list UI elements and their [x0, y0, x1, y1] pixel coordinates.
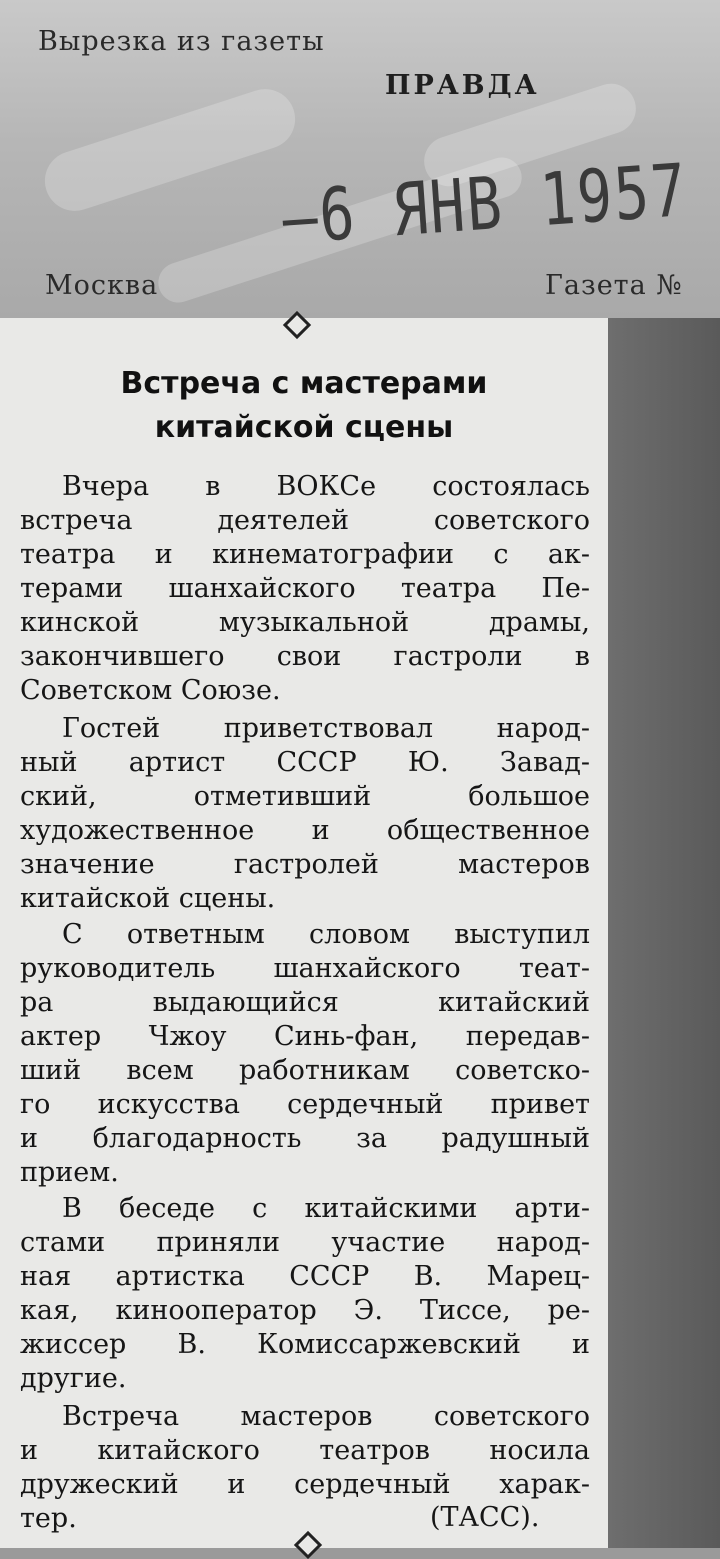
article-text-line: С ответным словом выступил: [62, 919, 590, 950]
article-text-line: Гостей приветствовал народ-: [62, 713, 590, 744]
city-label: Москва: [45, 270, 159, 301]
article-text-line: и благодарность за радушный: [20, 1123, 590, 1154]
article-text-line: прием.: [20, 1157, 119, 1188]
article-text-line: актер Чжоу Синь-фан, передав-: [20, 1021, 590, 1052]
article-text-line: ский, отметивший большое: [20, 781, 590, 812]
article-text-line: художественное и общественное: [20, 815, 590, 846]
article-text-line: жиссер В. Комиссаржевский и: [20, 1329, 590, 1360]
source-label: Вырезка из газеты: [38, 26, 325, 57]
article-text-line: В беседе с китайскими арти-: [62, 1193, 590, 1224]
article-text-line: значение гастролей мастеров: [20, 849, 590, 880]
background-edge: [608, 318, 720, 1548]
article-text-line: театра и кинематографии с ак-: [20, 539, 590, 570]
article-text-line: тер.: [20, 1503, 77, 1534]
article-text-line: другие.: [20, 1363, 127, 1394]
headline-line-1: Встреча с мастерами: [120, 366, 488, 401]
article-text-line: терами шанхайского театра Пе-: [20, 573, 590, 604]
article-text-line: Советском Союзе.: [20, 675, 281, 706]
headline-line-2: китайской сцены: [154, 410, 454, 445]
article-text-line: кая, кинооператор Э. Тиссе, ре-: [20, 1295, 590, 1326]
article-text-line: стами приняли участие народ-: [20, 1227, 590, 1258]
issue-number-label: Газета №: [545, 270, 683, 301]
article-text-line: кинской музыкальной драмы,: [20, 607, 590, 638]
article-text-line: ный артист СССР Ю. Завад-: [20, 747, 590, 778]
paper-crease: [37, 81, 303, 218]
agency-signature: (ТАСС).: [430, 1502, 540, 1533]
article-text-line: ная артистка СССР В. Марец-: [20, 1261, 590, 1292]
article-text-line: ра выдающийся китайский: [20, 987, 590, 1018]
date-stamp: –6 ЯНВ 1957: [279, 147, 691, 261]
article-text-line: встреча деятелей советского: [20, 505, 590, 536]
article-text-line: Встреча мастеров советского: [62, 1401, 590, 1432]
article-text-line: руководитель шанхайского теат-: [20, 953, 590, 984]
article-text-line: го искусства сердечный привет: [20, 1089, 590, 1120]
article-text-line: дружеский и сердечный харак-: [20, 1469, 590, 1500]
article-text-line: Вчера в ВОКСе состоялась: [62, 471, 590, 502]
article-text-line: и китайского театров носила: [20, 1435, 590, 1466]
article-text-line: китайской сцены.: [20, 883, 276, 914]
article-text-line: ший всем работникам советско-: [20, 1055, 590, 1086]
newspaper-name: ПРАВДА: [385, 70, 540, 101]
article-text-line: закончившего свои гастроли в: [20, 641, 590, 672]
clipping-header: [0, 0, 720, 318]
